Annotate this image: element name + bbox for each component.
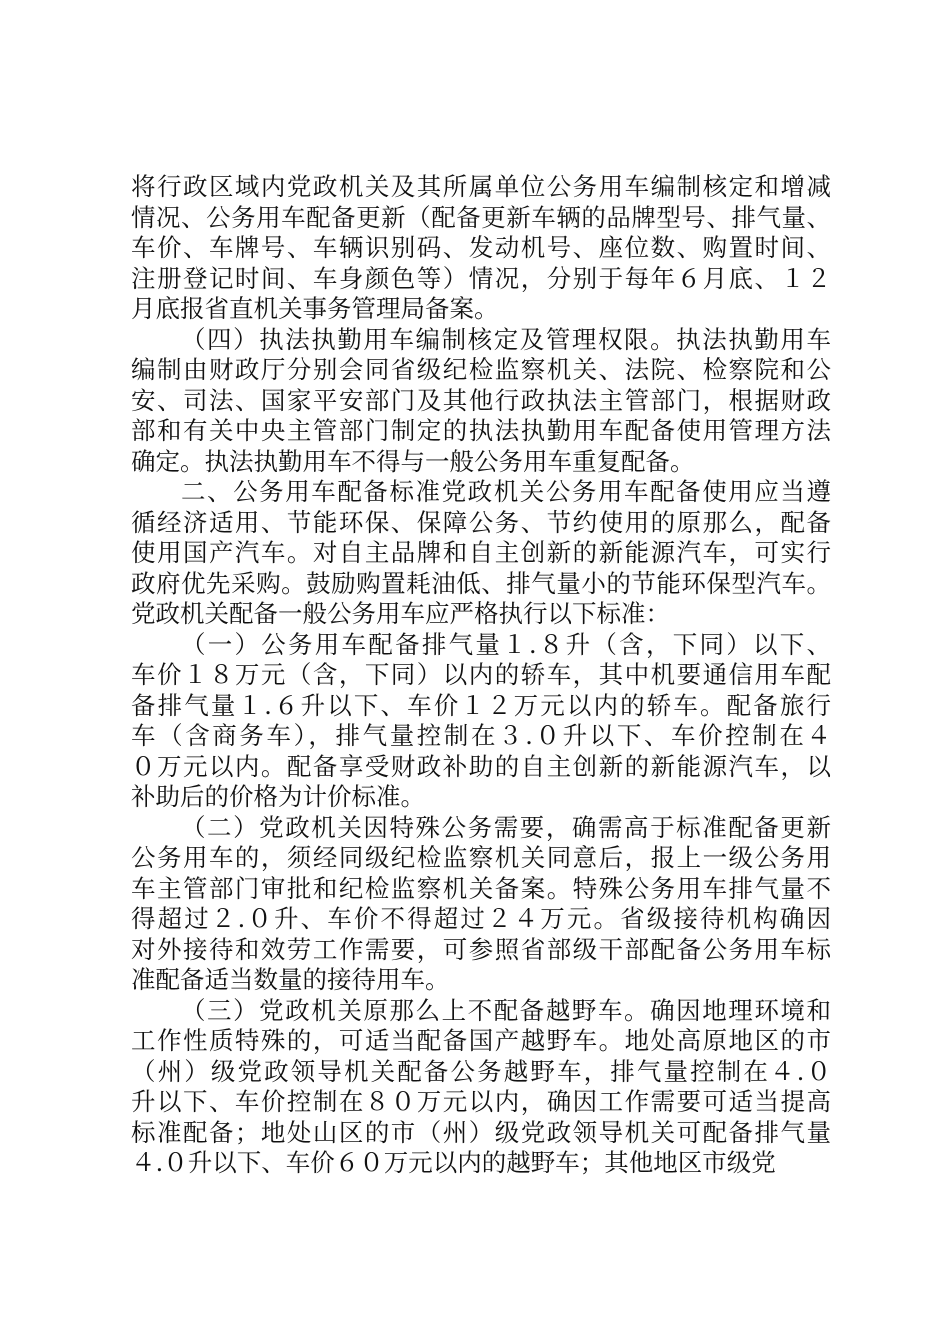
text-line: 月底报省直机关事务管理局备案。 [131,294,499,323]
text-line: 使用国产汽车。对自主品牌和自主创新的新能源汽车，可实行 [131,538,831,567]
text-line: 对外接待和效劳工作需要，可参照省部级干部配备公务用车标 [131,934,831,964]
text-line: 循经济适用、节能环保、保障公务、节约使用的原那么，配备 [131,507,831,537]
text-line: 编制由财政厅分别会同省级纪检监察机关、法院、检察院和公 [131,355,831,384]
text-line: 车价１８万元（含，下同）以内的轿车，其中机要通信用车配 [131,660,831,689]
text-line: （三）党政机关原那么上不配备越野车。确因地理环境和 [181,995,831,1025]
paragraph [131,325,831,478]
text-line: 车主管部门审批和纪检监察机关备案。特殊公务用车排气量不 [131,873,831,903]
text-line: 车（含商务车），排气量控制在３.０升以下、车价控制在４ [131,721,831,750]
paragraph [131,477,831,630]
text-line: 将行政区域内党政机关及其所属单位公务用车编制核定和增减 [131,172,831,201]
document-body [131,172,831,1179]
text-line: 升以下、车价控制在８０万元以内，确因工作需要可适当提高 [131,1087,831,1116]
text-line: 注册登记时间、车身颜色等）情况，分别于每年６月底、１２ [131,263,831,293]
text-line: 备排气量１.６升以下、车价１２万元以内的轿车。配备旅行 [131,690,831,720]
text-line: 政府优先采购。鼓励购置耗油低、排气量小的节能环保型汽车。 [131,568,831,598]
text-line: 准配备适当数量的接待用车。 [131,965,450,994]
text-line: （州）级党政领导机关配备公务越野车，排气量控制在４.０ [131,1056,831,1086]
text-line: 车价、车牌号、车辆识别码、发动机号、座位数、购置时间、 [131,233,831,262]
text-line: 安、司法、国家平安部门及其他行政执法主管部门，根据财政 [131,385,831,415]
text-line: 情况、公务用车配备更新（配备更新车辆的品牌型号、排气量、 [131,202,831,232]
text-line: 得超过２.０升、车价不得超过２４万元。省级接待机构确因 [131,904,831,933]
paragraph [131,630,831,813]
text-line: ０万元以内。配备享受财政补助的自主创新的新能源汽车，以 [131,751,831,781]
text-line: 部和有关中央主管部门制定的执法执勤用车配备使用管理方法 [131,416,831,445]
text-line: 工作性质特殊的，可适当配备国产越野车。地处高原地区的市 [131,1026,831,1055]
paragraph [131,813,831,996]
text-line: （四）执法执勤用车编制核定及管理权限。执法执勤用车 [181,324,831,354]
text-line: 公务用车的，须经同级纪检监察机关同意后，报上一级公务用 [131,843,831,872]
text-line: 补助后的价格为计价标准。 [131,782,425,811]
text-line: （一）公务用车配备排气量１.８升（含，下同）以下、 [181,629,831,659]
text-line: 标准配备；地处山区的市（州）级党政领导机关可配备排气量 [131,1117,831,1147]
paragraph [131,172,831,325]
text-line: 党政机关配备一般公务用车应严格执行以下标准： [131,599,670,628]
text-line: 二、公务用车配备标准党政机关公务用车配备使用应当遵 [181,477,831,506]
text-line: 确定。执法执勤用车不得与一般公务用车重复配备。 [131,446,695,476]
text-line: （二）党政机关因特殊公务需要，确需高于标准配备更新 [181,812,831,842]
paragraph [131,996,831,1179]
text-line: ４.０升以下、车价６０万元以内的越野车；其他地区市级党 [131,1148,776,1177]
